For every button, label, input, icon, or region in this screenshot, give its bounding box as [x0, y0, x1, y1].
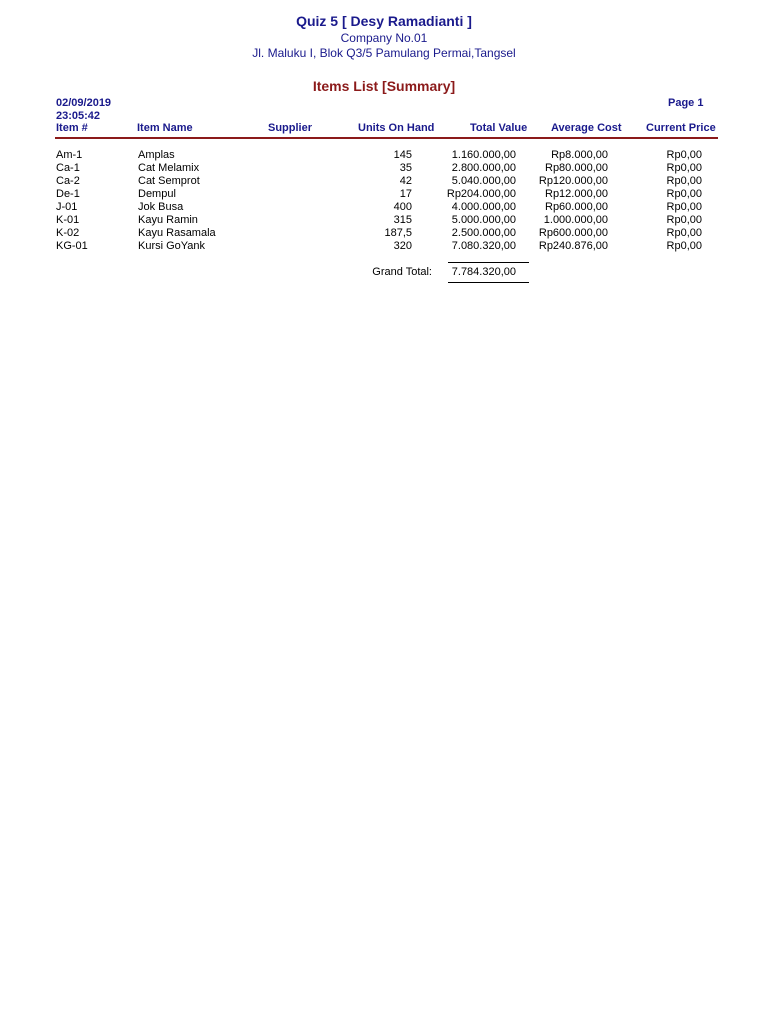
current-price-cell: Rp0,00 [666, 240, 702, 252]
total-value-cell: 1.160.000,00 [451, 149, 516, 161]
item-no-cell: KG-01 [56, 240, 88, 252]
current-price-cell: Rp0,00 [666, 162, 702, 174]
average-cost-cell: Rp8.000,00 [551, 149, 608, 161]
units-cell: 320 [393, 240, 412, 252]
total-value-cell: 7.080.320,00 [451, 240, 516, 252]
col-header-average-cost: Average Cost [551, 122, 622, 134]
header-divider [55, 137, 718, 139]
col-header-item-name: Item Name [137, 122, 193, 134]
page-number: Page 1 [668, 97, 704, 109]
item-name-cell: Cat Semprot [138, 175, 200, 187]
company-name: Company No.01 [340, 31, 428, 45]
col-header-supplier: Supplier [268, 122, 313, 134]
total-value-cell: 2.500.000,00 [451, 227, 516, 239]
average-cost-cell: 1.000.000,00 [543, 214, 608, 226]
total-value-cell: 5.000.000,00 [451, 214, 516, 226]
units-cell: 315 [393, 214, 412, 226]
current-price-cell: Rp0,00 [666, 201, 702, 213]
report-date: 02/09/2019 [56, 97, 112, 109]
total-value-cell: 4.000.000,00 [451, 201, 516, 213]
grand-total-bottom-rule [448, 282, 529, 283]
grand-total-top-rule [448, 262, 529, 263]
item-name-cell: Amplas [138, 149, 175, 161]
item-name-cell: Dempul [138, 188, 176, 200]
col-header-current-price: Current Price [646, 122, 716, 134]
units-cell: 187,5 [384, 227, 412, 239]
total-value-cell: Rp204.000,00 [446, 188, 516, 200]
average-cost-cell: Rp120.000,00 [538, 175, 608, 187]
units-cell: 400 [393, 201, 412, 213]
current-price-cell: Rp0,00 [666, 175, 702, 187]
units-cell: 17 [399, 188, 412, 200]
total-value-cell: 5.040.000,00 [451, 175, 516, 187]
item-no-cell: Ca-2 [56, 175, 80, 187]
item-name-cell: Cat Melamix [138, 162, 200, 174]
current-price-cell: Rp0,00 [666, 214, 702, 226]
units-cell: 42 [399, 175, 412, 187]
report-title: Items List [Summary] [312, 78, 456, 94]
total-value-cell: 2.800.000,00 [451, 162, 516, 174]
current-price-cell: Rp0,00 [666, 227, 702, 239]
current-price-cell: Rp0,00 [666, 188, 702, 200]
units-cell: 145 [393, 149, 412, 161]
item-no-cell: De-1 [56, 188, 80, 200]
grand-total-value: 7.784.320,00 [451, 266, 516, 278]
report-company-title: Quiz 5 [ Desy Ramadianti ] [296, 13, 472, 29]
average-cost-cell: Rp80.000,00 [545, 162, 608, 174]
item-no-cell: K-02 [56, 227, 80, 239]
average-cost-cell: Rp12.000,00 [545, 188, 608, 200]
col-header-total-value: Total Value [470, 122, 528, 134]
current-price-cell: Rp0,00 [666, 149, 702, 161]
company-address: Jl. Maluku I, Blok Q3/5 Pamulang Permai,Tangsel [252, 46, 516, 60]
grand-total-label: Grand Total: [372, 266, 432, 278]
units-cell: 35 [399, 162, 412, 174]
item-name-cell: Kursi GoYank [138, 240, 206, 252]
report-time: 23:05:42 [56, 110, 101, 122]
item-no-cell: K-01 [56, 214, 80, 226]
average-cost-cell: Rp600.000,00 [538, 227, 608, 239]
average-cost-cell: Rp60.000,00 [545, 201, 608, 213]
col-header-units: Units On Hand [358, 122, 435, 134]
item-name-cell: Kayu Ramin [138, 214, 198, 226]
item-no-cell: Am-1 [56, 149, 83, 161]
item-name-cell: Jok Busa [138, 201, 184, 213]
average-cost-cell: Rp240.876,00 [538, 240, 608, 252]
item-no-cell: J-01 [56, 201, 78, 213]
item-name-cell: Kayu Rasamala [138, 227, 216, 239]
col-header-item-no: Item # [56, 122, 88, 134]
item-no-cell: Ca-1 [56, 162, 80, 174]
